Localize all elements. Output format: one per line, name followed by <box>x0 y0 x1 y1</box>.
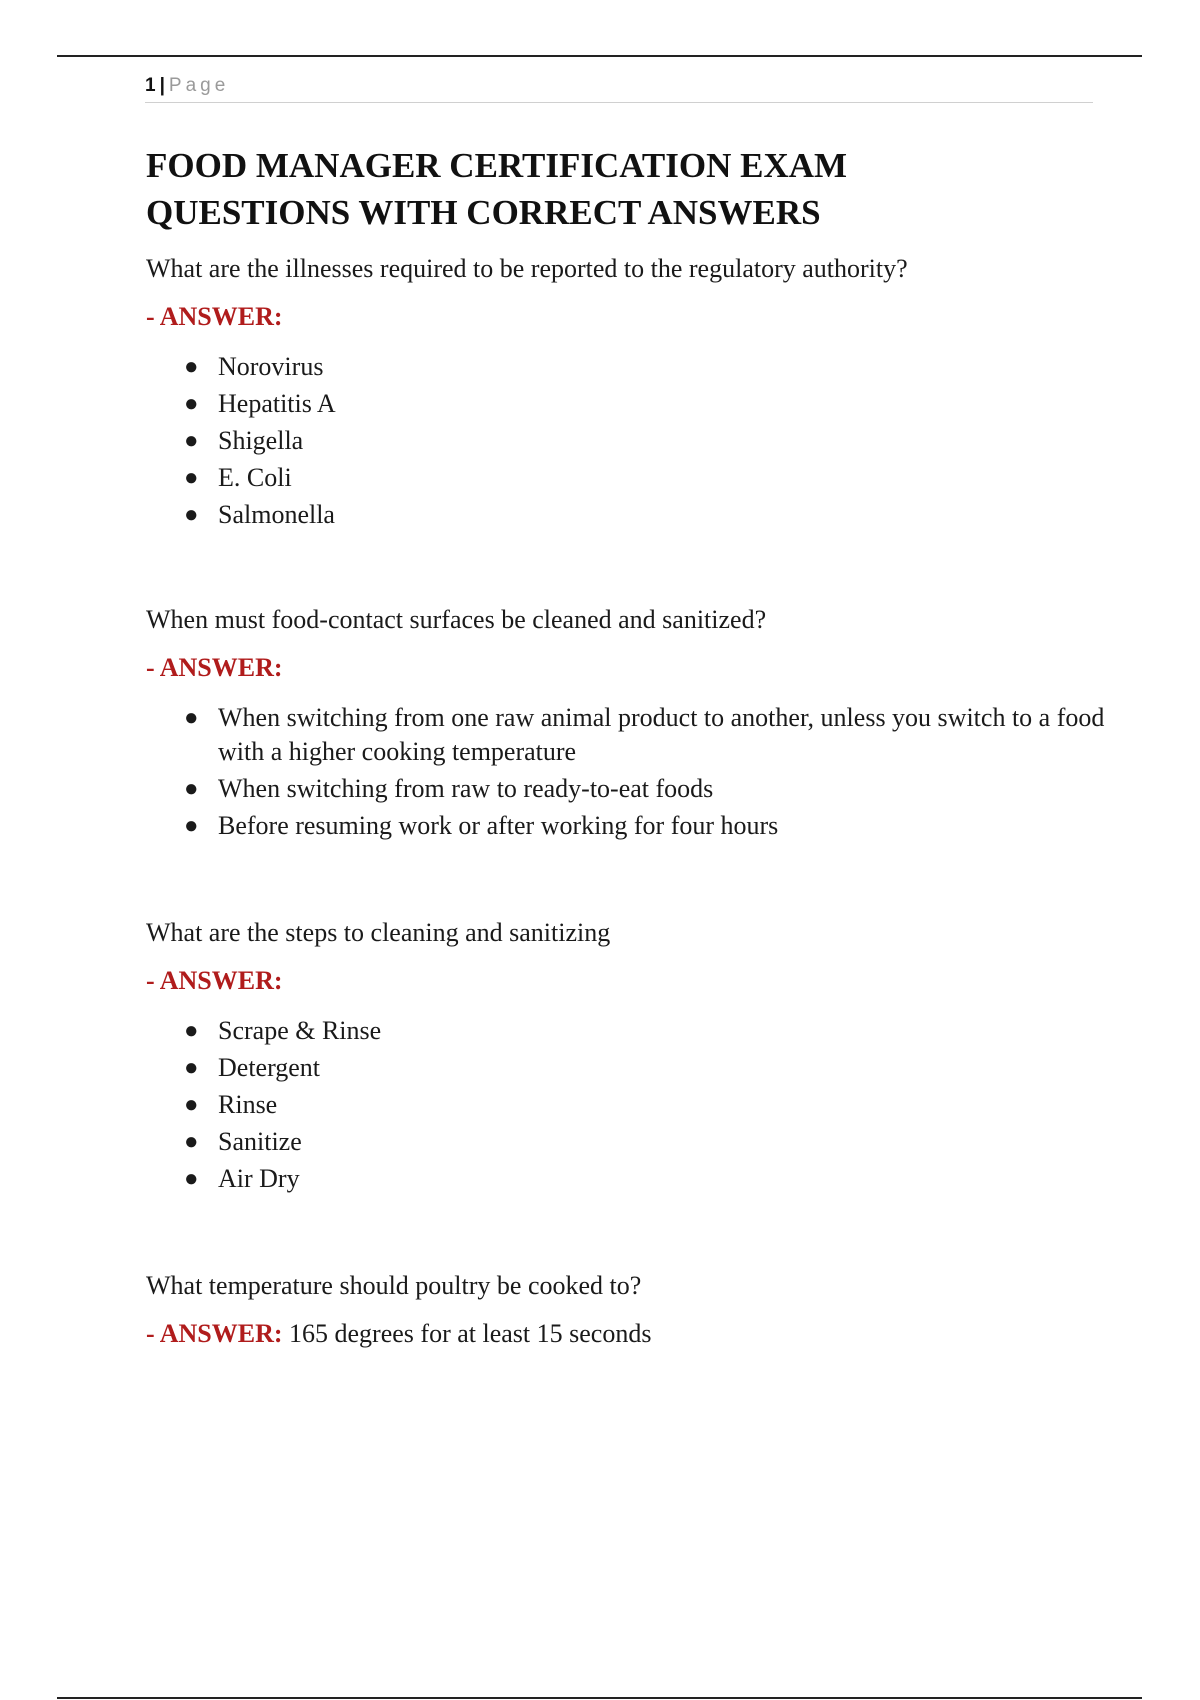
bullet-icon: ● <box>184 391 199 417</box>
answer-4 <box>146 1317 1106 1351</box>
document-body <box>146 142 1106 1367</box>
bullet-icon: ● <box>184 1092 199 1118</box>
answer-2 <box>146 651 1106 685</box>
title-line-1: FOOD MANAGER CERTIFICATION EXAM <box>146 146 848 185</box>
question-2: When must food-contact surfaces be cleaned and sanitized? <box>146 605 767 634</box>
list-item: ● Rinse <box>218 1088 1106 1122</box>
list-item: ● Hepatitis A <box>218 387 1106 421</box>
list-item: ● E. Coli <box>218 461 1106 495</box>
bullet-icon: ● <box>184 705 199 731</box>
bullet-icon: ● <box>184 1129 199 1155</box>
bullet-icon: ● <box>184 428 199 454</box>
bullet-icon: ● <box>184 1055 199 1081</box>
qa-block-4 <box>146 1269 1106 1351</box>
bullet-icon: ● <box>184 813 199 839</box>
answer-label: - ANSWER: <box>146 302 283 331</box>
answer-list-1 <box>146 350 1106 532</box>
bullet-icon: ● <box>184 776 199 802</box>
answer-label: - ANSWER: <box>146 1319 283 1348</box>
answer-list-3 <box>146 1014 1106 1196</box>
top-border-rule <box>57 55 1142 57</box>
answer-3 <box>146 964 1106 998</box>
question-4: What temperature should poultry be cooked to? <box>146 1271 642 1300</box>
answer-list-2 <box>146 701 1106 843</box>
list-item: ● Scrape & Rinse <box>218 1014 1106 1048</box>
spacer <box>146 1199 1106 1269</box>
list-item: ● Sanitize <box>218 1125 1106 1159</box>
bullet-icon: ● <box>184 354 199 380</box>
answer-1 <box>146 300 1106 334</box>
bullet-icon: ● <box>184 1018 199 1044</box>
list-item: ● Detergent <box>218 1051 1106 1085</box>
qa-block-2 <box>146 603 1106 843</box>
page-label: Page <box>168 75 230 96</box>
bullet-icon: ● <box>184 1166 199 1192</box>
inline-answer: 165 degrees for at least 15 seconds <box>289 1319 652 1348</box>
bullet-icon: ● <box>184 465 199 491</box>
list-item: ● Air Dry <box>218 1162 1106 1196</box>
qa-block-3 <box>146 916 1106 1196</box>
page-number: 1 <box>145 75 156 96</box>
list-item: ● When switching from one raw animal product to another, unless you switch to a food with a higher cooking temperature <box>184 703 1105 766</box>
page-separator: | <box>159 75 165 96</box>
answer-label: - ANSWER: <box>146 966 283 995</box>
spacer <box>146 846 1106 916</box>
qa-block-1 <box>146 252 1106 532</box>
bullet-icon: ● <box>184 502 199 528</box>
list-item: ● Norovirus <box>218 350 1106 384</box>
answer-label: - ANSWER: <box>146 653 283 682</box>
list-item: ● When switching from raw to ready-to-eat foods <box>218 772 1106 806</box>
list-item: ● Salmonella <box>218 498 1106 532</box>
list-item: ● Before resuming work or after working for four hours <box>218 809 1106 843</box>
question-1: What are the illnesses required to be reported to the regulatory authority? <box>146 254 908 283</box>
bottom-border-rule <box>57 1697 1142 1699</box>
spacer <box>146 535 1106 603</box>
question-3: What are the steps to cleaning and sanitizing <box>146 918 611 947</box>
document-title <box>146 142 1106 236</box>
list-item: ● Shigella <box>218 424 1106 458</box>
page-header <box>145 72 1093 103</box>
title-line-2: QUESTIONS WITH CORRECT ANSWERS <box>146 193 821 232</box>
